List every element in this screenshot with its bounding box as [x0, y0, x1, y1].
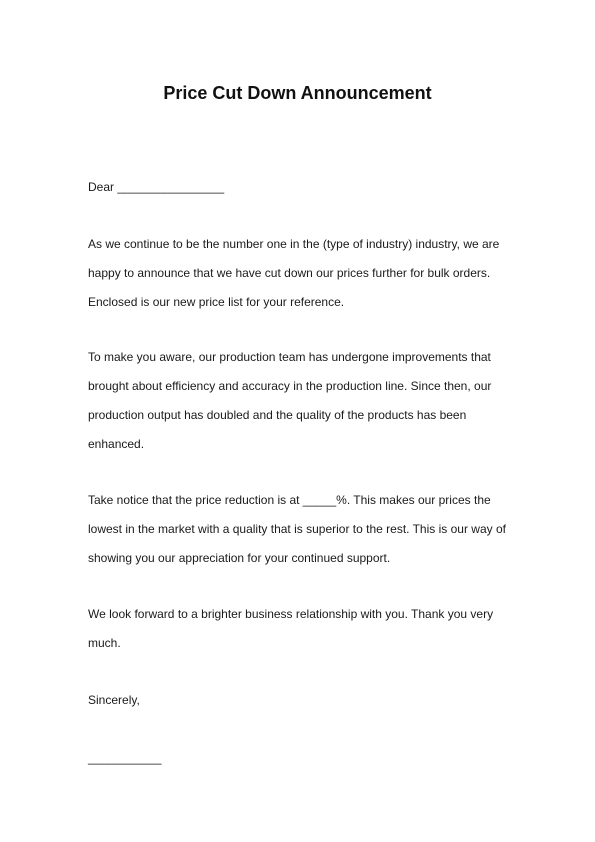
paragraph-line: production output has doubled and the quality of the products has been [88, 408, 467, 422]
paragraph-line: lowest in the market with a quality that is superior to the rest. This is our way of [88, 522, 506, 536]
closing [88, 686, 518, 715]
paragraph-line: As we continue to be the number one in the (type of industry) industry, we are [88, 237, 500, 251]
paragraph-3 [88, 486, 518, 573]
closing-line: Sincerely, [88, 693, 140, 707]
signature-block [88, 744, 518, 773]
paragraph-4 [88, 600, 518, 658]
paragraph-line: happy to announce that we have cut down our prices further for bulk orders. [88, 266, 491, 280]
salutation [88, 173, 518, 202]
paragraph-line: brought about efficiency and accuracy in the production line. Since then, our [88, 379, 492, 393]
document-title: Price Cut Down Announcement [163, 83, 432, 103]
paragraph-line: showing you our appreciation for your continued support. [88, 551, 391, 565]
paragraph-line: Enclosed is our new price list for your reference. [88, 295, 345, 309]
salutation-line: Dear ________________ [88, 180, 225, 194]
signature-line: ___________ [88, 751, 162, 765]
paragraph-line: Take notice that the price reduction is at _____%. This makes our prices the [88, 493, 491, 507]
paragraph-1 [88, 230, 518, 317]
paragraph-2 [88, 343, 518, 459]
paragraph-line: much. [88, 636, 121, 650]
paragraph-line: To make you aware, our production team has undergone improvements that [88, 350, 491, 364]
paragraph-line: enhanced. [88, 437, 145, 451]
paragraph-line: We look forward to a brighter business relationship with you. Thank you very [88, 607, 494, 621]
